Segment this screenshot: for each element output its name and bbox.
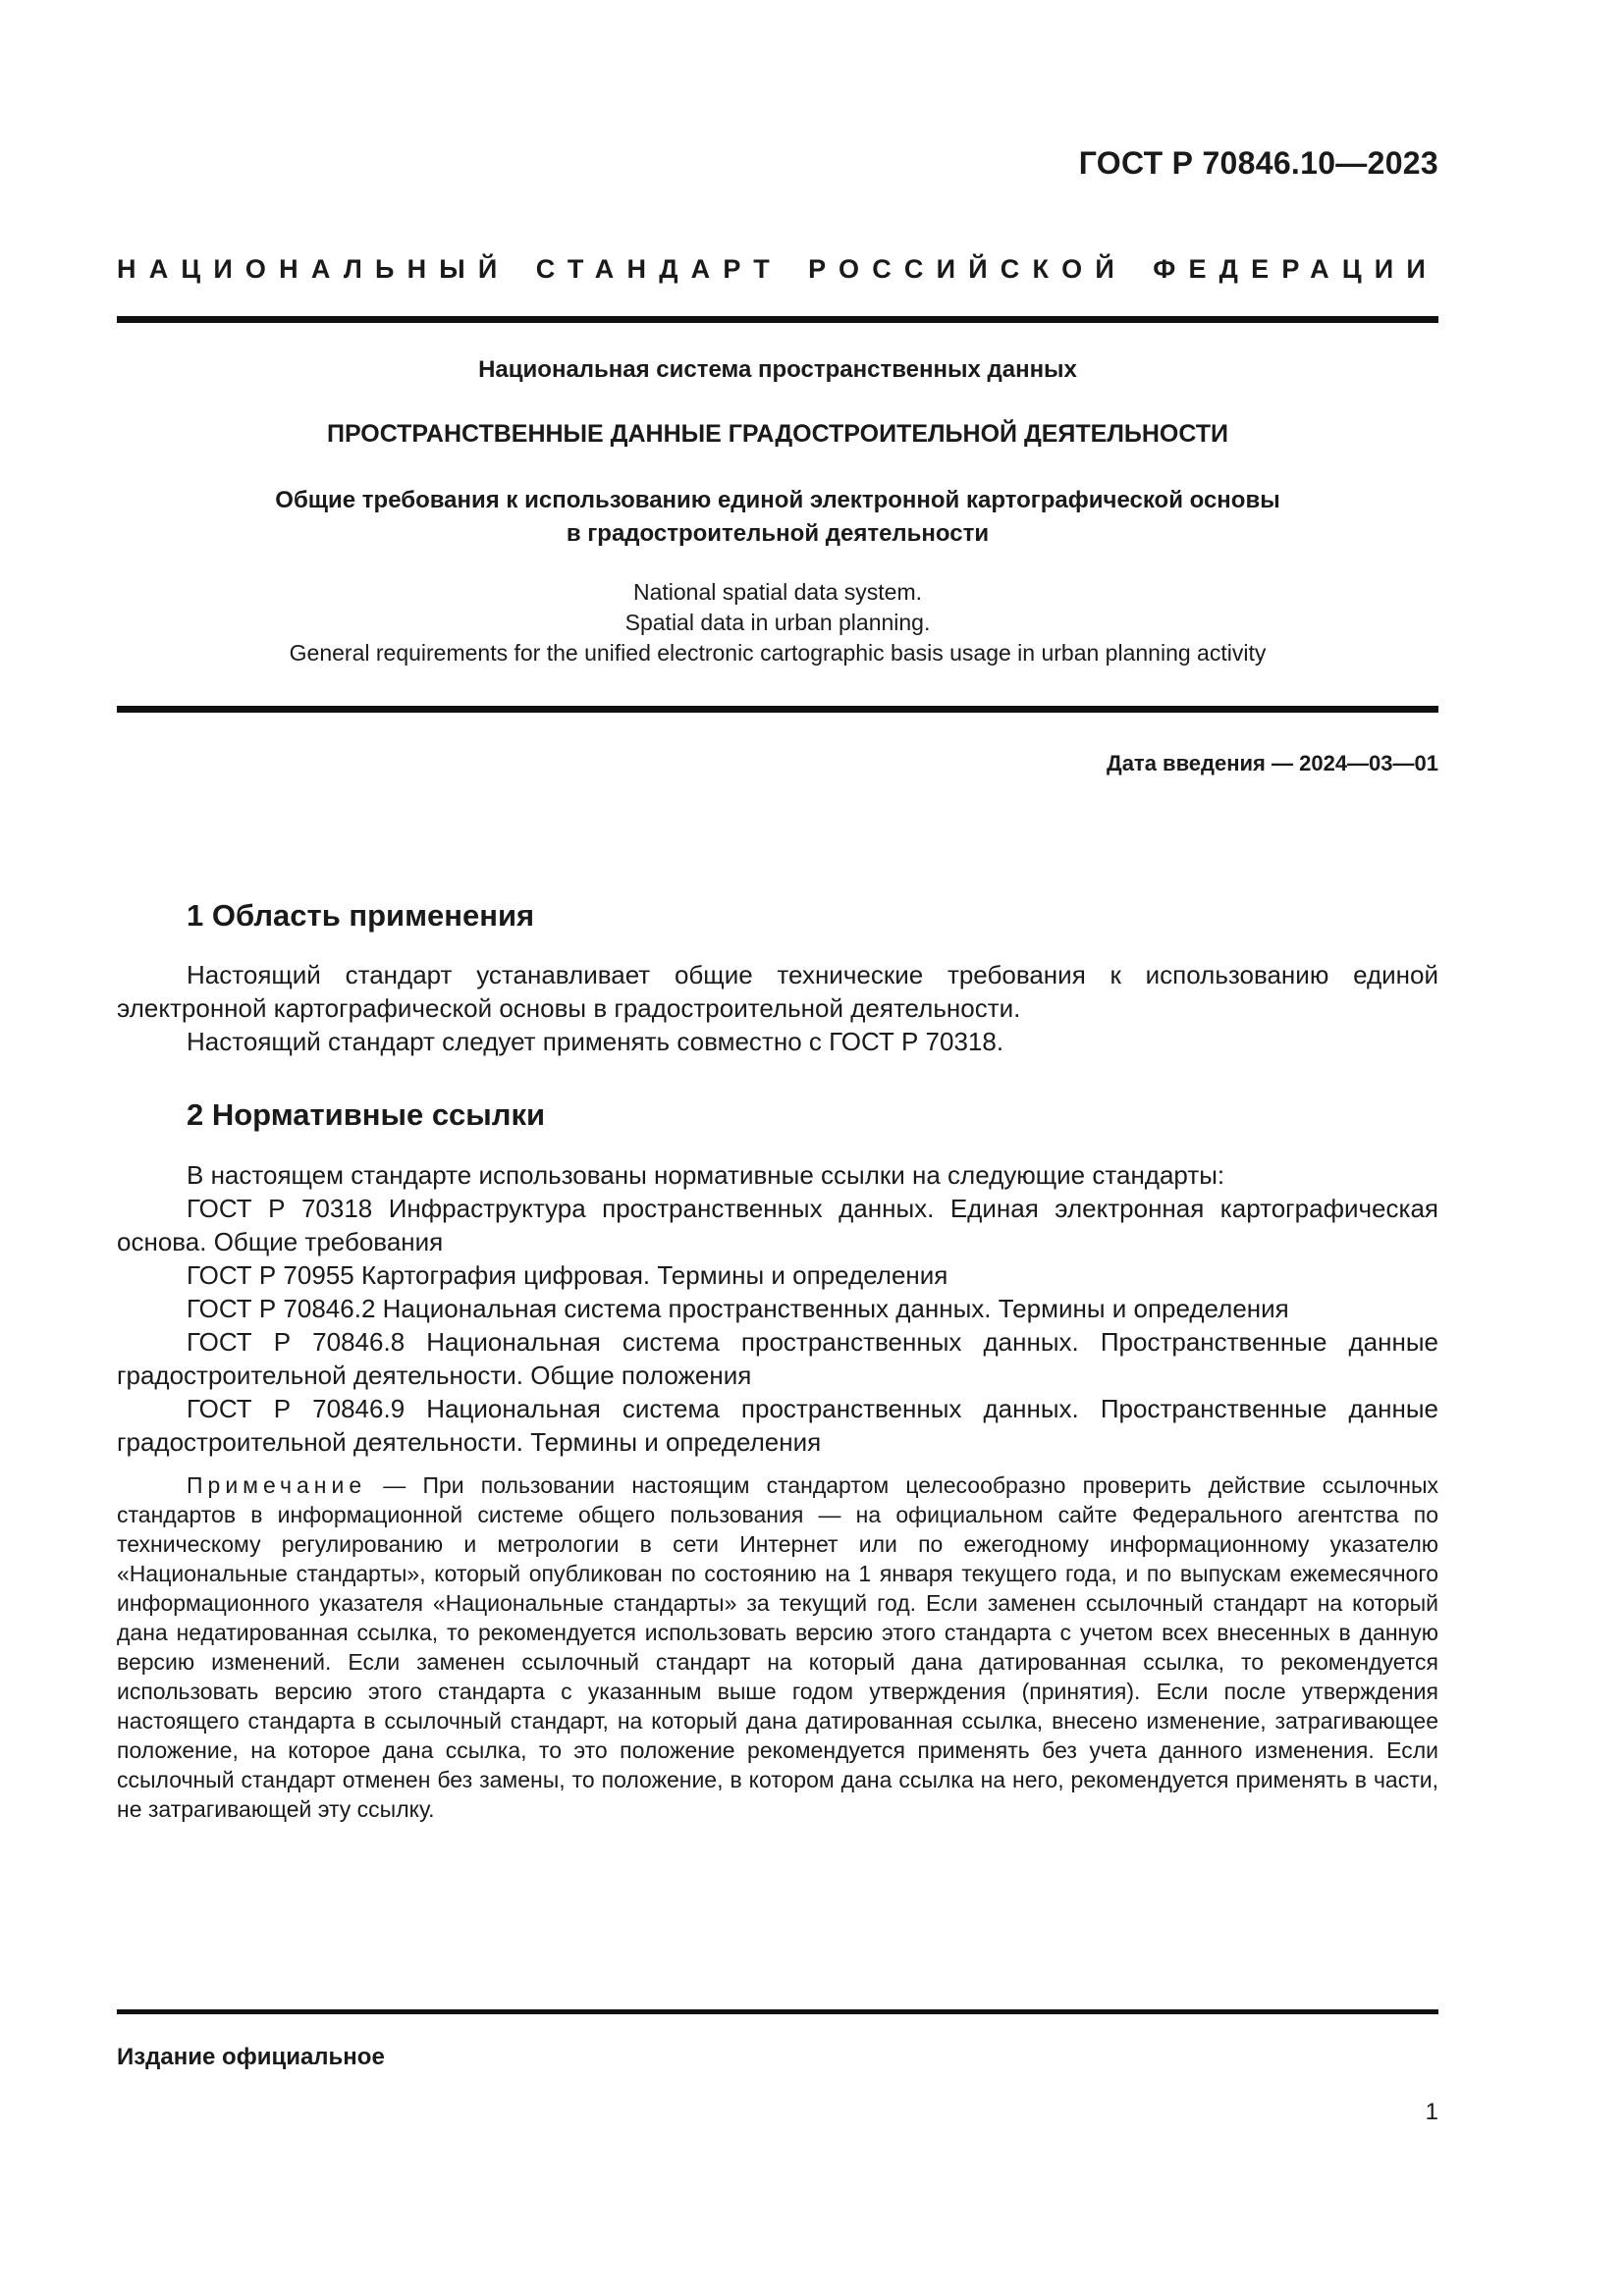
english-title: [117, 577, 1438, 668]
national-standard-banner: НАЦИОНАЛЬНЫЙ СТАНДАРТ РОССИЙСКОЙ ФЕДЕРАЦИИ: [117, 254, 1438, 284]
reference-item: ГОСТ Р 70846.2 Национальная система пространственных данных. Термины и определения: [187, 1294, 1289, 1323]
subtitle-line: в градостроительной деятельности: [566, 520, 990, 547]
document-page: [117, 0, 1438, 2296]
subtitle-line: Общие требования к использованию единой электронной картографической основы: [275, 487, 1280, 513]
title-divider: [117, 706, 1438, 713]
note-label: Примечание: [187, 1472, 367, 1498]
effective-date: Дата введения — 2024—03—01: [1107, 751, 1438, 775]
paragraph: Настоящий стандарт следует применять совместно с ГОСТ Р 70318.: [187, 1027, 1004, 1056]
page-number: 1: [1425, 2099, 1438, 2125]
english-title-line: National spatial data system.: [632, 579, 923, 605]
note-text: — При пользовании настоящим стандартом целесообразно проверить действие ссылочных стандартов в информационной системе общего пользования — на официальном сайте Федерального агентства по техническому регулированию и метрологии в сети Интернет или по ежегодному информационному указателю «Национальные стандарты», который опубликован по состоянию на 1 января текущего года, и по выпускам ежемесячного информационного указателя «Национальные стандарты» за текущий год. Если заменен ссылочный стандарт на который дана недатированная ссылка, то рекомендуется использовать версию этого стандарта с учетом всех внесенных в данную версию изменений. Если заменен ссылочный стандарт на который дана датированная ссылка, то рекомендуется использовать версию этого стандарта с указанным выше годом утверждения (принятия). Если после утверждения настоящего стандарта в ссылочный стандарт, на который дана датированная ссылка, внесено изменение, затрагивающее положение, на которое дана ссылка, то это положение рекомендуется применять без учета данного изменения. Если ссылочный стандарт отменен без замены, то положение, в котором дана ссылка на него, рекомендуется применять в части, не затрагивающей эту ссылку.: [117, 1472, 1438, 1822]
english-title-line: General requirements for the unified electronic cartographic basis usage in urban planning activity: [289, 640, 1267, 666]
reference-item: ГОСТ Р 70846.8 Национальная система пространственных данных. Пространственные данные градостроительной деятельности. Общие положения: [117, 1327, 1438, 1390]
reference-item: ГОСТ Р 70846.9 Национальная система пространственных данных. Пространственные данные градостроительной деятельности. Термины и определения: [117, 1394, 1438, 1457]
main-title: ПРОСТРАНСТВЕННЫЕ ДАННЫЕ ГРАДОСТРОИТЕЛЬНОЙ ДЕЯТЕЛЬНОСТИ: [326, 420, 1229, 448]
reference-item: ГОСТ Р 70955 Картография цифровая. Термины и определения: [187, 1260, 948, 1290]
note: [117, 1470, 1438, 1824]
document-number: ГОСТ Р 70846.10—2023: [1078, 145, 1438, 181]
footer-divider: [117, 2009, 1438, 2014]
reference-item: ГОСТ Р 70318 Инфраструктура пространственных данных. Единая электронная картографическая основа. Общие требования: [117, 1194, 1438, 1256]
system-title: Национальная система пространственных данных: [478, 356, 1077, 383]
subtitle: [117, 484, 1438, 551]
section-heading-references: 2 Нормативные ссылки: [187, 1097, 546, 1132]
section-body-scope: [117, 958, 1438, 1058]
section-heading-scope: 1 Область применения: [187, 898, 535, 933]
paragraph: Настоящий стандарт устанавливает общие технические требования к использованию единой электронной картографической основы в градостроительной деятельности.: [117, 960, 1438, 1023]
edition-label: Издание официальное: [117, 2044, 385, 2070]
paragraph: В настоящем стандарте использованы нормативные ссылки на следующие стандарты:: [187, 1160, 1225, 1190]
header-divider: [117, 316, 1438, 323]
section-body-references: [117, 1158, 1438, 1459]
english-title-line: Spatial data in urban planning.: [624, 610, 931, 635]
